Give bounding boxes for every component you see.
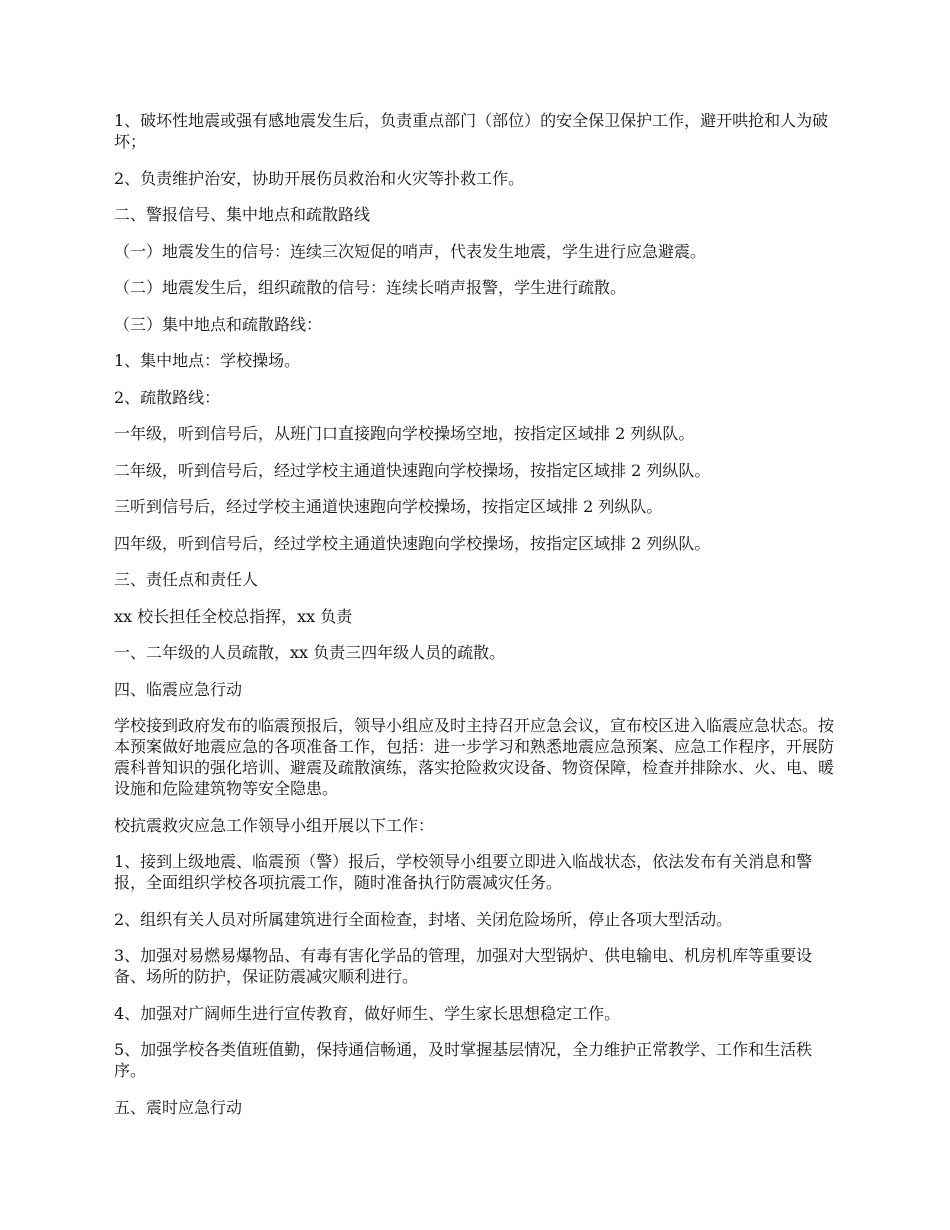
paragraph-22: 4、加强对广阔师生进行宣传教育，做好师生、学生家长思想稳定工作。 <box>114 1003 621 1023</box>
section-heading-2: 二、警报信号、集中地点和疏散路线 <box>114 205 371 224</box>
paragraph-18: 校抗震救灾应急工作领导小组开展以下工作： <box>114 815 435 835</box>
paragraph-21: 3、加强对易燃易爆物品、有毒有害化学品的管理，加强对大型锅炉、供电输电、机房机库等重要设备、场所的防护，保证防震减灾顺利进行。 <box>114 946 813 986</box>
paragraph-6: （三）集中地点和疏散路线： <box>114 314 323 334</box>
paragraph-11: 三听到信号后，经过学校主通道快速跑向学校操场，按指定区域排 2 列纵队。 <box>114 497 663 516</box>
paragraph-12: 四年级，听到信号后，经过学校主通道快速跑向学校操场，按指定区域排 2 列纵队。 <box>114 533 711 553</box>
paragraph-8: 2、疏散路线： <box>114 387 221 407</box>
section-heading-3: 三、责任点和责任人 <box>114 570 259 589</box>
paragraph-4: （一）地震发生的信号：连续三次短促的哨声，代表发生地震，学生进行应急避震。 <box>114 241 707 261</box>
paragraph-14: xx 校长担任全校总指挥，xx 负责 <box>114 606 353 626</box>
section-heading-4: 四、临震应急行动 <box>114 679 243 699</box>
paragraph-10: 二年级，听到信号后，经过学校主通道快速跑向学校操场，按指定区域排 2 列纵队。 <box>114 460 711 480</box>
section-heading-5: 五、震时应急行动 <box>114 1097 243 1117</box>
paragraph-1: 1、破坏性地震或强有感地震发生后，负责重点部门（部位）的安全保卫保护工作，避开哄抢和人为破坏； <box>114 111 829 151</box>
paragraph-2: 2、负责维护治安，协助开展伤员救治和火灾等扑救工作。 <box>114 168 525 188</box>
document-body <box>114 110 834 1133</box>
paragraph-23: 5、加强学校各类值班值勤，保持通信畅通，及时掌握基层情况，全力维护正常教学、工作和生活秩序。 <box>114 1040 813 1080</box>
paragraph-17: 学校接到政府发布的临震预报后，领导小组应及时主持召开应急会议，宣布校区进入临震应急状态。按本预案做好地震应急的各项准备工作，包括：进一步学习和熟悉地震应急预案、应急工作程序，开展防震科普知识的强化培训、避震及疏散演练，落实抢险救灾设备、物资保障，检查并排除水、火、电、暖设施和危险建筑物等安全隐患。 <box>114 716 835 798</box>
paragraph-9: 一年级，听到信号后，从班门口直接跑向学校操场空地，按指定区域排 2 列纵队。 <box>114 424 695 443</box>
paragraph-7: 1、集中地点：学校操场。 <box>114 351 301 370</box>
paragraph-15: 一、二年级的人员疏散，xx 负责三四年级人员的疏散。 <box>114 643 506 662</box>
paragraph-5: （二）地震发生后，组织疏散的信号：连续长哨声报警，学生进行疏散。 <box>114 278 627 297</box>
paragraph-20: 2、组织有关人员对所属建筑进行全面检查，封堵、关闭危险场所，停止各项大型活动。 <box>114 909 733 929</box>
paragraph-19: 1、接到上级地震、临震预（警）报后，学校领导小组要立即进入临战状态，依法发布有关消息和警报，全面组织学校各项抗震工作，随时准备执行防震减灾任务。 <box>114 852 813 892</box>
